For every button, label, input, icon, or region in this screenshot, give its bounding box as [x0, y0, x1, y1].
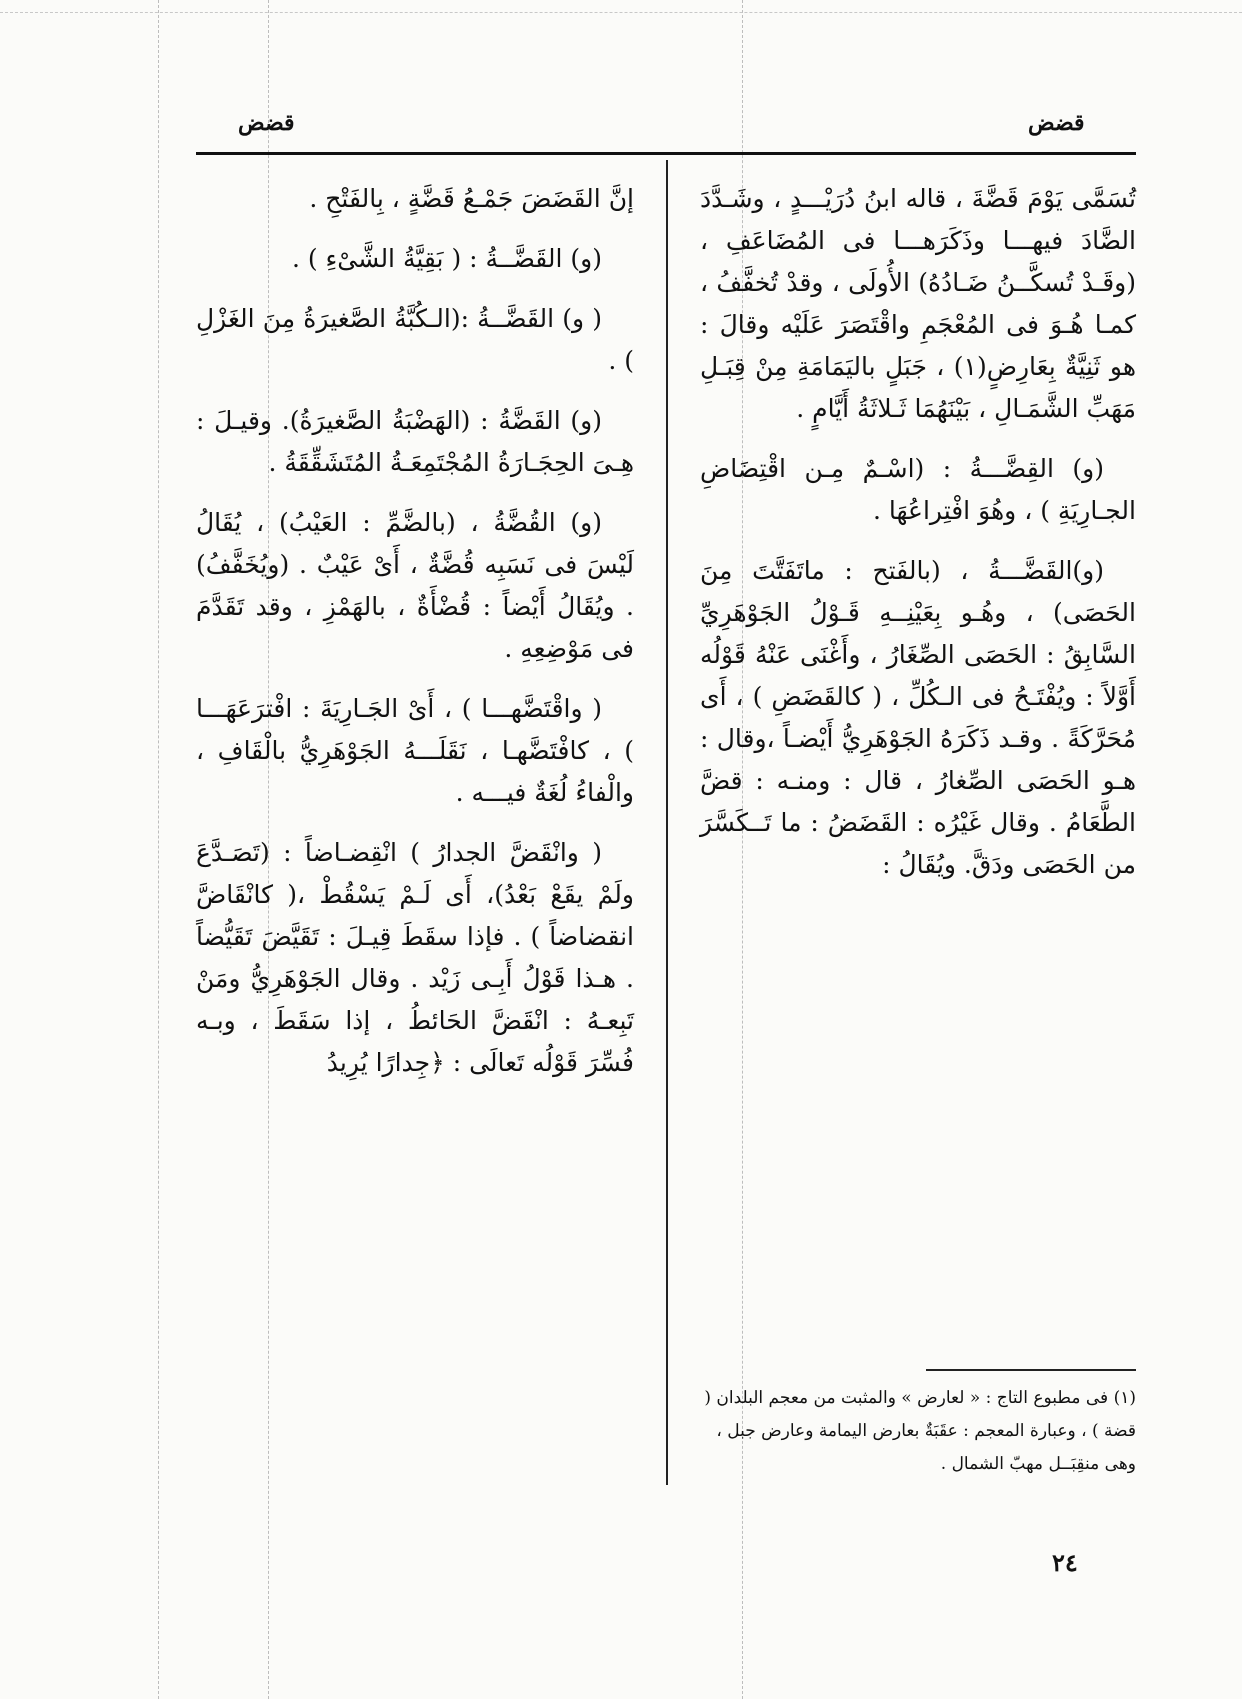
- column-divider: [666, 160, 668, 1485]
- page-number: ٢٤: [1052, 1548, 1078, 1577]
- paragraph: (و) القُضَّةُ ، (بالضَّمِّ : العَيْبُ) ، يُقَالُ لَيْسَ فى نَسَبِه قُضَّةٌ ، أَىْ عَيْبٌ . (ويُخَفَّفُ) . ويُقَالُ أَيْضاً : قُضْأَةٌ ، بالهَمْزِ ، وقد تَقَدَّمَ فى مَوْضِعِهِ .: [196, 508, 634, 663]
- paragraph: ( و) القَضَّــةُ :(الـكُبَّةُ الصَّغيرَةُ مِنَ الغَزْلِ ) .: [196, 304, 634, 375]
- paragraph: (و)القَضَّـــةُ ، (بالفَتح : ماتَفَتَّتَ مِنَ الحَصَى) ، وهُـو بِعَيْنِــهِ قَـوْلُ الجَوْهَرِيِّ السَّابِقُ : الحَصَى الصِّغَارُ ، وأَغْنَى عَنْهُ قَوْلُه أَوَّلاً : ويُفْتَـحُ فى الـكُلِّ ، ( كالقَضَضِ ) ، أَى مُحَرَّكَةً . وقـد ذَكَرَهُ الجَوْهَرِيُّ أَيْضـاً ،وقال : هـو الحَصَى الصِّغارُ ، قال : ومنـه : قضَّ الطَّعَامُ . وقال غَيْرُه : القَضَضُ : ما تَــكَسَّرَ من الحَصَى ودَقَّ. ويُقَالُ :: [700, 556, 1136, 879]
- paragraph: (و) القَضَّةُ : (الهَضْبَةُ الصَّغيرَةُ). وقيـلَ : هِـىَ الحِجَـارَةُ المُجْتَمِعَـةُ المُتَشَقِّقَةُ .: [196, 406, 634, 477]
- footnote-rule: [926, 1369, 1136, 1371]
- paragraph: (و) القَضَّــةُ : ( بَقِيَّةُ الشَّىْءِ ) .: [291, 244, 602, 273]
- left-column: [196, 178, 634, 1102]
- header-rule: [196, 152, 1136, 155]
- running-header-left: قضض: [238, 110, 295, 136]
- running-header-right: قضض: [1028, 110, 1085, 136]
- footnote-text: (١) فى مطبوع التاج : « لعارض » والمثبت من معجم البلدان ( قضة ) ، وعبارة المعجم : عقَبَةٌ بعارض اليمامة وعارض جبل ، وهى منقِبَــل مهبّ الشمال .: [704, 1388, 1136, 1474]
- footnote: [700, 1382, 1136, 1481]
- paragraph: تُسَمَّى يَوْمَ قَضَّةَ ، قاله ابنُ دُرَيْـــدٍ ، وشَـدَّدَ الضَّادَ فيهـــا وذَكَرَهـــا فى المُضَاعَفِ ، (وقَـدْ تُسكَّــنُ ضَـادُهُ) الأُولَى ، وقدْ تُخفَّفُ ، كمـا هُـوَ فى المُعْجَمِ واقْتَصَرَ عَلَيْه وقالَ : هو ثَنِيَّةٌ بِعَارِضٍ(١) ، جَبَلٍ باليَمَامَةِ مِنْ قِبَـلِ مَهَبِّ الشَّمَـالِ ، بَيْنَهُمَا ثَـلاثَةُ أَيَّامٍ .: [700, 184, 1136, 423]
- paragraph: إنَّ القَضَضَ جَمْـعُ قَضَّةٍ ، بِالفَتْحِ .: [309, 184, 634, 213]
- paragraph: (و) القِضَّـــةُ : (اسْـمٌ مِـن اقْتِضَاضِ الجـارِيَةِ ) ، وهُوَ افْتِراعُهَا .: [700, 454, 1136, 525]
- right-column: [700, 178, 1136, 904]
- paragraph: ( واقْتَضَّهـــا ) ، أَىْ الجَـارِيَةَ : افْترَعَهَـــا ) ، كافْتَضَّهـا ، نَقَلَـــهُ الجَوْهَرِيُّ بالْقَافِ ، والْفاءُ لُغَةٌ فيـــه .: [196, 694, 634, 807]
- guide-line: [0, 12, 1242, 13]
- guide-line: [158, 0, 159, 1699]
- paragraph: ( وانْقَضَّ الجدارُ ) انْقِضـاضاً : (تَصَـدَّعَ ولَمْ يقَعْ بَعْدُ)، أَى لَـمْ يَسْقُطْ ،( كانْقَاضَّ انقضاضاً ) . فإذا سقَطَ قِيـلَ : تَقَيَّضَ تَقَيُّضاً . هـذا قَوْلُ أَبِـى زَيْد . وقال الجَوْهَرِيُّ ومَنْ تَبِعـهُ : انْقَضَّ الحَائطُ ، إذا سَقَطَ ، وبـه فُسِّرَ قَوْلُه تَعالَى : ﴿جِدارًا يُرِيدُ: [196, 838, 634, 1077]
